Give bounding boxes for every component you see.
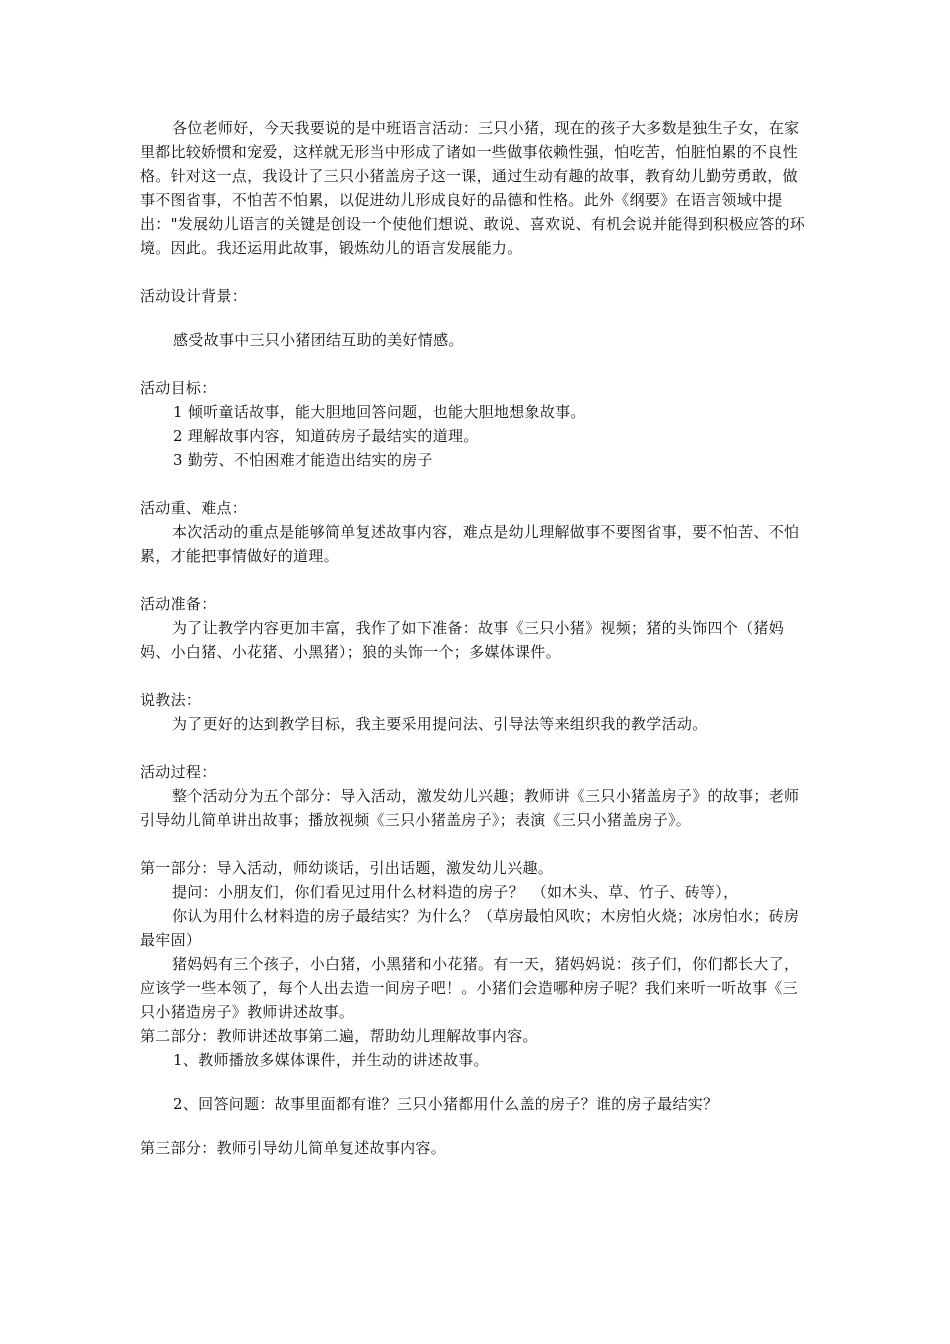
preparation-heading: 活动准备： (140, 595, 217, 613)
part3-heading: 第三部分：教师引导幼儿简单复述故事内容。 (140, 1139, 447, 1157)
method-heading: 说教法： (140, 691, 202, 709)
goal-item: 2 理解故事内容，知道砖房子最结实的道理。 (173, 427, 479, 445)
key-points-heading: 活动重、难点： (140, 499, 248, 517)
part1-heading: 第一部分：导入活动，师幼谈话，引出话题，激发幼儿兴趣。 (140, 859, 554, 877)
part1-question-1: 提问：小朋友们，你们看见过用什么材料造的房子？ （如木头、草、竹子、砖等）， (172, 883, 739, 901)
part2-step-2: 2、回答问题：故事里面都有谁？三只小猪都用什么盖的房子？谁的房子最结实？ (173, 1095, 719, 1113)
goal-item: 3 勤劳、不怕困难才能造出结实的房子 (173, 451, 433, 469)
part2-step-1: 1、教师播放多媒体课件，并生动的讲述故事。 (173, 1051, 489, 1069)
preparation-text: 为了让教学内容更加丰富，我作了如下准备：故事《三只小猪》视频；猪的头饰四个（猪妈妈、小白猪、小花猪、小黑猪）；狼的头饰一个；多媒体课件。 (140, 619, 785, 661)
method-text: 为了更好的达到教学目标，我主要采用提问法、引导法等来组织我的教学活动。 (172, 715, 708, 733)
background-heading: 活动设计背景： (140, 287, 248, 305)
part2-heading: 第二部分：教师讲述故事第二遍，帮助幼儿理解故事内容。 (140, 1027, 538, 1045)
goal-item: 1 倾听童话故事，能大胆地回答问题，也能大胆地想象故事。 (173, 403, 586, 421)
part1-story: 猪妈妈有三个孩子，小白猪，小黑猪和小花猪。有一天，猪妈妈说：孩子们，你们都长大了，应该学一些本领了，每个人出去造一间房子吧！。小猪们会造哪种房子呢？我们来听一听故事《三只小猪造房子》教师讲述故事。 (140, 955, 800, 1021)
key-points-text: 本次活动的重点是能够简单复述故事内容，难点是幼儿理解做事不要图省事，要不怕苦、不怕累，才能把事情做好的道理。 (140, 523, 800, 565)
goals-heading: 活动目标： (140, 379, 217, 397)
intro-paragraph: 各位老师好，今天我要说的是中班语言活动：三只小猪，现在的孩子大多数是独生子女，在家里都比较娇惯和宠爱，这样就无形当中形成了诸如一些做事依赖性强，怕吃苦，怕脏怕累的不良性格。针对这一点，我设计了三只小猪盖房子这一课，通过生动有趣的故事，教育幼儿勤劳勇敢，做事不图省事，不怕苦不怕累，以促进幼儿形成良好的品德和性格。此外《纲要》在语言领域中提出："发展幼儿语言的关键是创设一个使他们想说、敢说、喜欢说、有机会说并能得到积极应答的环境。因此。我还运用此故事，锻炼幼儿的语言发展能力。 (140, 119, 806, 257)
process-text: 整个活动分为五个部分：导入活动，激发幼儿兴趣；教师讲《三只小猪盖房子》的故事；老师引导幼儿简单讲出故事；播放视频《三只小猪盖房子》；表演《三只小猪盖房子》。 (140, 787, 800, 829)
process-heading: 活动过程： (140, 763, 217, 781)
part1-question-2: 你认为用什么材料造的房子最结实？为什么？（草房最怕风吹；木房怕火烧；冰房怕水；砖房最牢固） (140, 907, 800, 949)
background-text: 感受故事中三只小猪团结互助的美好情感。 (173, 331, 464, 349)
